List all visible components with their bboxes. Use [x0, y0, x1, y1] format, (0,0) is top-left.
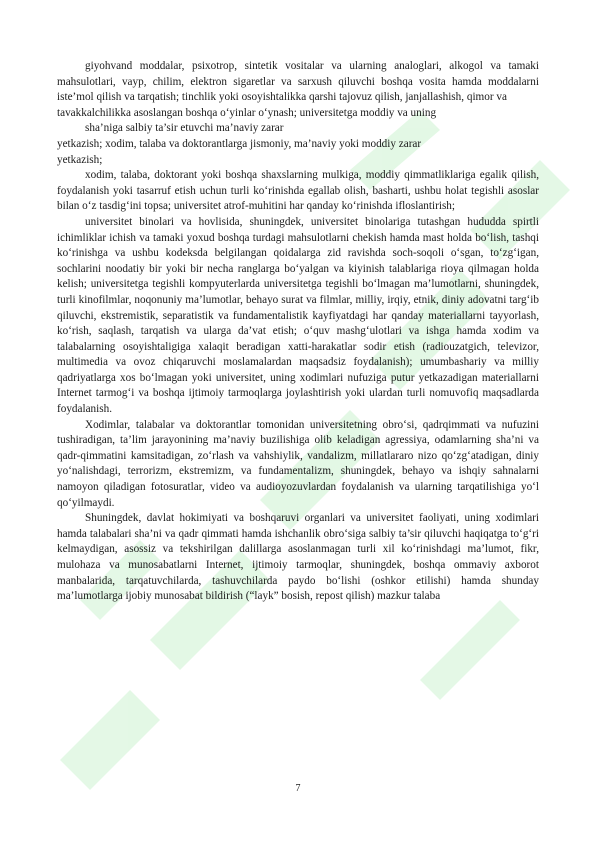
watermark-stripe-8	[420, 600, 520, 700]
paragraph-6: xodim, talaba, doktorant yoki boshqa shaxslarning mulkiga, moddiy qimmatliklariga egalik qilish, foydalanish yoki tasarruf etish uchun turli ko‘rinishda egallab olish, basharti, ushbu holat tegishli asoslar bilan o‘z tasdig‘ini topsa; universitet atrof-muhitini har qanday ko‘rinishda ifloslantirish;	[57, 169, 539, 213]
paragraph-4: yetkazish; xodim, talaba va doktorantlarga jismoniy, ma’naviy yoki moddiy zarar	[57, 137, 422, 150]
paragraph-8: Xodimlar, talabalar va doktorantlar tomonidan universitetning obro‘si, qadrqimmati va nufuzini tushiradigan, ta’lim jarayonining ma’naviy buzilishiga olib keladigan agressiya, odamlarning sha’ni va qadr-qimmatini kamsitadigan, zo‘rlash va vahshiylik, vandalizm, millatlararo nizo qo‘zg‘atadigan, diniy yo‘nalishdagi, terrorizm, ekstremizm, va fundamentalizm, shuningdek, behayo va ishqiy sahnalarni namoyon qiladigan fotosuratlar, video va audioyozuvlardan foydalanish va ularning tarqatilishiga yo‘l qo‘yilmaydi.	[57, 418, 539, 509]
paragraph-9: Shuningdek, davlat hokimiyati va boshqaruvi organlari va universitet faoliyati, uning xodimlari hamda talabalari sha’ni va qadr qimmati hamda ishchanlik obro‘siga salbiy ta’sir qiluvchi haqiqatga to‘g‘ri kelmaydigan, asossiz va tekshirilgan dalillarga asoslanmagan turli xil ko‘rinishdagi ma’lumot, fikr, mulohaza va munosabatlarni Internet, ijtimoiy tarmoqlar, shuningdek, boshqa ommaviy axborot manbalarida, tarqatuvchilarda, tashuvchilarda paydo bo‘lishi (oshkor etilishi) hamda shunday ma’lumotlarga ijobiy munosabat bildirish (“layk” bosish, repost qilish) mazkur talaba	[57, 512, 539, 603]
paragraph-3: sha’niga salbiy ta’sir etuvchi ma’naviy zarar	[85, 122, 284, 135]
paragraph-5: yetkazish;	[57, 153, 103, 166]
paragraph-1: giyohvand moddalar, psixotrop, sintetik vositalar va ularning analoglari, alkogol va tamaki mahsulotlari, vayp, chilim, elektron sigaretlar va sarxush qiluvchi boshqa vosita hamda moddalarni iste’mol qilish va tarqatish; tinchlik yoki osoyishtalikka qarshi tajovuz qilish, janjallashish, qimor va	[57, 60, 539, 104]
watermark-stripe-1	[60, 690, 160, 790]
document-body	[57, 59, 539, 605]
paragraph-2: tavakkalchilikka asoslangan boshqa o‘yinlar o‘ynash; universitetga moddiy va uning	[57, 106, 437, 119]
paragraph-7: universitet binolari va hovlisida, shuningdek, universitet binolariga tutashgan hududda spirtli ichimliklar ichish va tamaki yoxud boshqa turdagi mahsulotlarni chekish hamda mast holda bo‘lish, tashqi ko‘rinishga va ushbu kodeksda belgilangan qoidalarga zid ravishda soch-soqoli o‘sgan, to‘zg‘igan, sochlarini noodatiy bir yoki bir necha ranglarga bo‘yalgan va kiyinish talablariga rioya qilmagan holda kelish; universitetga tegishli kompyuterlarda universitetga tegishli bo‘lmagan ma’lumotlarni, shuningdek, turli kinofilmlar, noqonuniy ma’lumotlar, behayo surat va filmlar, milliy, irqiy, etnik, diniy adovatni targ‘ib qiluvchi, ekstremistik, separatistik va fundamentalistik kayfiyatdagi har qanday materiallarni tayyorlash, ko‘rish, saqlash, tarqatish va ularga da’vat etish; o‘quv mashg‘ulotlari va ishga hamda xodim va talabalarning osoyishtaligiga xalaqit beradigan xatti-harakatlar sodir etish (radiouzatgich, televizor, multimedia va ovoz chiqaruvchi moslamalardan maqsadsiz foydalanish); umumbashariy va milliy qadriyatlarga xos bo‘lmagan yoki universitet, uning xodimlari nufuziga putur yetkazadigan materiallarni Internet tarmog‘i va boshqa ijtimoiy tarmoqlarga joylashtirish yoki ulardan turli nomuvofiq maqsadlarda foydalanish.	[57, 215, 539, 416]
page-number: 7	[295, 783, 301, 794]
